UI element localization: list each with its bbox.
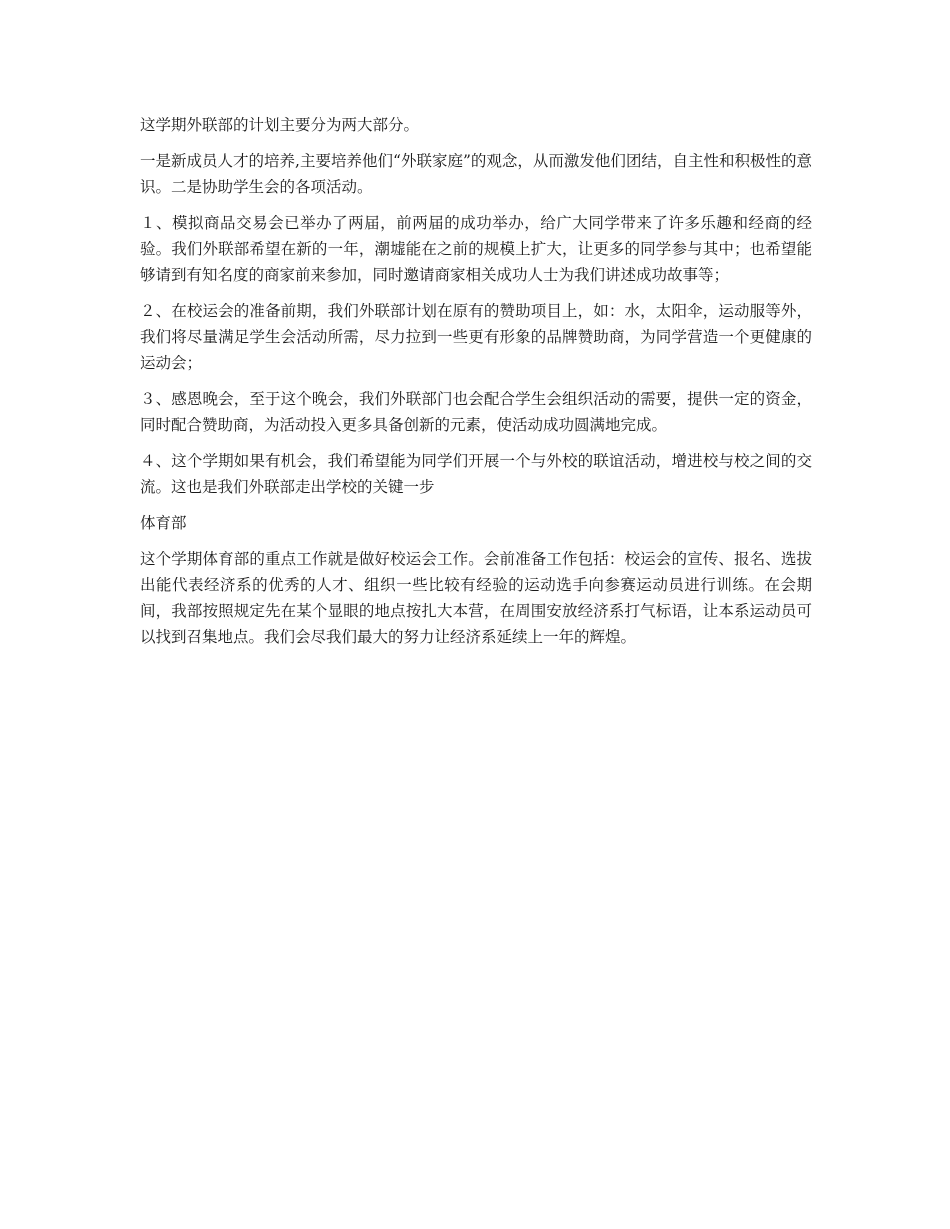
list-item: ４、这个学期如果有机会，我们希望能为同学们开展一个与外校的联谊活动，增进校与校之间的交流。这也是我们外联部走出学校的关键一步 — [140, 452, 812, 496]
list-item: １、模拟商品交易会已举办了两届，前两届的成功举办，给广大同学带来了许多乐趣和经商的经验。我们外联部希望在新的一年，潮墟能在之前的规模上扩大，让更多的同学参与其中；也希望能够请到有知名度的商家前来参加，同时邀请商家相关成功人士为我们讲述成功故事等； — [140, 214, 812, 284]
part-one-paragraph: 一是新成员人才的培养,主要培养他们“外联家庭”的观念，从而激发他们团结，自主性和积极性的意识。二是协助学生会的各项活动。 — [140, 152, 812, 196]
list-item: ２、在校运会的准备前期，我们外联部计划在原有的赞助项目上，如：水，太阳伞，运动服等外，我们将尽量满足学生会活动所需，尽力拉到一些更有形象的品牌赞助商，为同学营造一个更健康的运动会； — [140, 302, 812, 372]
section-heading: 体育部 — [140, 514, 187, 532]
intro-paragraph: 这学期外联部的计划主要分为两大部分。 — [140, 116, 420, 134]
section-body-paragraph: 这个学期体育部的重点工作就是做好校运会工作。会前准备工作包括：校运会的宣传、报名、选拔出能代表经济系的优秀的人才、组织一些比较有经验的运动选手向参赛运动员进行训练。在会期间，我部按照规定先在某个显眼的地点按扎大本营，在周围安放经济系打气标语，让本系运动员可以找到召集地点。我们会尽我们最大的努力让经济系延续上一年的辉煌。 — [140, 550, 812, 646]
list-item: ３、感恩晚会，至于这个晚会，我们外联部门也会配合学生会组织活动的需要，提供一定的资金，同时配合赞助商，为活动投入更多具备创新的元素，使活动成功圆满地完成。 — [140, 390, 812, 434]
document-page — [140, 112, 812, 660]
